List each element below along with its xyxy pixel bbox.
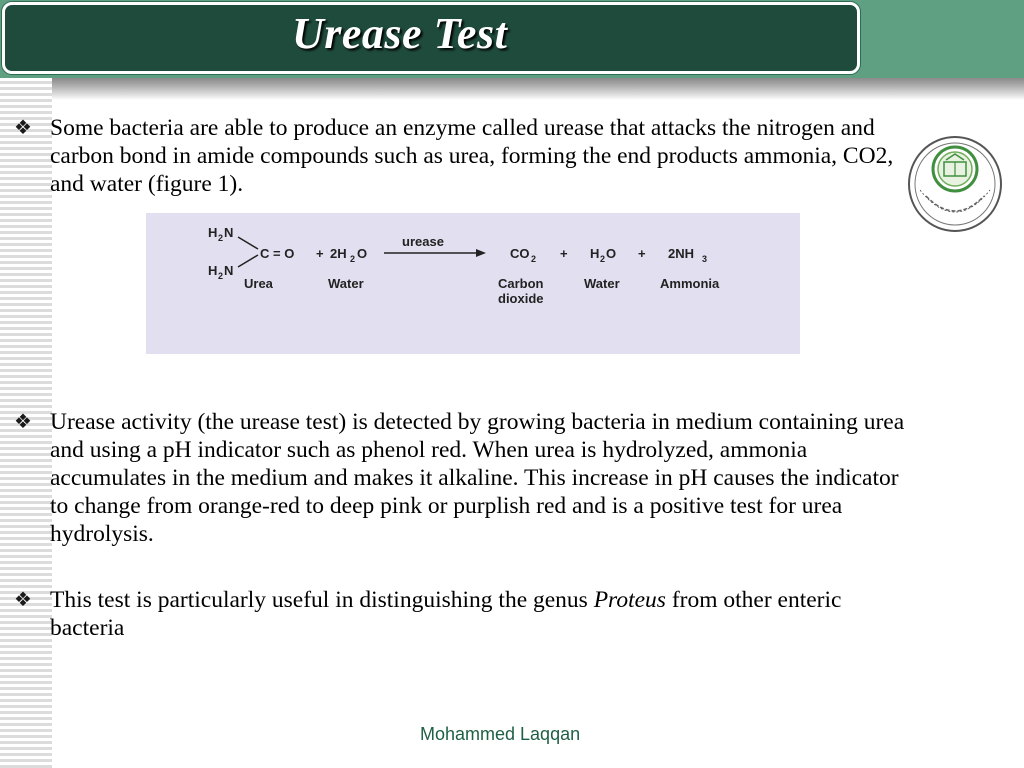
footer-author: Mohammed Laqqan [420, 724, 581, 744]
h2n-top-sub: 2 [218, 233, 224, 243]
h2o-h: H [590, 246, 600, 261]
reaction-arrow-head-icon [476, 249, 486, 257]
h2n-bottom-sub: 2 [218, 271, 224, 281]
slide-title: Urease Test [292, 9, 508, 58]
label-dioxide: dioxide [498, 291, 544, 306]
plus-3: + [638, 246, 646, 261]
bullet-3-text-before: This test is particularly useful in distinguishing the genus [50, 587, 594, 613]
diamond-bullet-icon: ❖ [14, 411, 32, 433]
h2n-top: H [208, 225, 218, 240]
university-seal-logo [906, 134, 1004, 234]
co2-sub: 2 [531, 254, 537, 264]
water-formula-h: 2H [330, 246, 347, 261]
water-formula-o: O [357, 246, 368, 261]
label-ammonia: Ammonia [660, 276, 720, 291]
bullet-3-text [50, 586, 914, 642]
label-water-2: Water [584, 276, 620, 291]
header-shadow [0, 78, 1024, 100]
h2o-sub: 2 [600, 254, 606, 264]
bullet-2 [14, 408, 914, 548]
bullet-1-text: Some bacteria are able to produce an enzyme called urease that attacks the nitrogen and carbon bond in amide compounds such as urea, forming the end products ammonia, CO2, and water (figure 1). [50, 115, 894, 197]
genus-proteus: Proteus [593, 587, 666, 613]
water-formula-sub: 2 [350, 254, 356, 264]
h2n-bottom-n: N [224, 263, 234, 278]
bond-bottom [238, 255, 258, 267]
bullet-1 [14, 114, 904, 198]
carbonyl: C = O [260, 246, 295, 261]
nh3-sub: 3 [702, 254, 708, 264]
urea-reaction-figure [146, 213, 800, 354]
plus-1: + [316, 246, 324, 261]
co2-formula: CO [510, 246, 530, 261]
label-water: Water [328, 276, 364, 291]
label-carbon: Carbon [498, 276, 544, 291]
enzyme-label: urease [402, 234, 444, 249]
seal-icon [906, 134, 1004, 234]
h2o-o: O [606, 246, 617, 261]
nh3-formula: 2NH [668, 246, 695, 261]
diamond-bullet-icon: ❖ [14, 117, 32, 139]
reaction-diagram [146, 213, 800, 354]
h2n-bottom: H [208, 263, 218, 278]
bullet-3-text-after: from other enteric bacteria [50, 587, 842, 641]
bullet-2-text: Urease activity (the urease test) is detected by growing bacteria in medium containing urea and using a pH indicator such as phenol red. When urea is hydrolyzed, ammonia accumulates in the medium and makes it alkaline. This increase in pH causes the indicator to change from orange-red to deep pink or purplish red and is a positive test for urea hydrolysis. [50, 409, 905, 547]
label-urea: Urea [244, 276, 273, 291]
diamond-bullet-icon: ❖ [14, 589, 32, 611]
bullet-3 [14, 586, 914, 642]
plus-2: + [560, 246, 568, 261]
h2n-top-n: N [224, 225, 234, 240]
bond-top [238, 237, 258, 249]
